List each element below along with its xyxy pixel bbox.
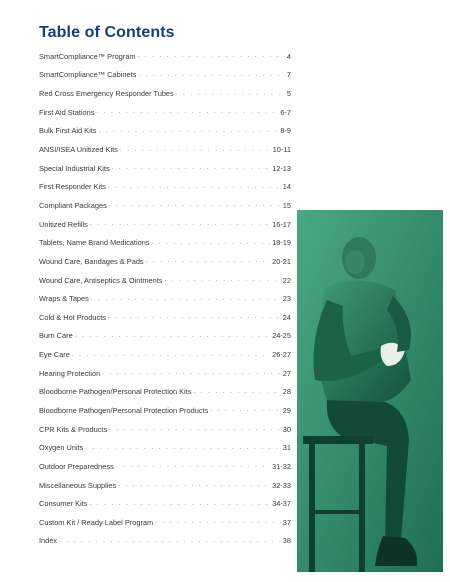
toc-entry-label: Outdoor Preparedness: [39, 461, 114, 471]
dot-leader: [109, 426, 281, 432]
toc-entry-label: First Aid Stations: [39, 107, 95, 117]
dot-leader: [102, 370, 281, 376]
toc-entry-page: 7: [286, 70, 291, 80]
toc-entry[interactable]: [39, 420, 291, 439]
toc-entry[interactable]: [39, 327, 291, 346]
toc-entry[interactable]: [39, 401, 291, 420]
toc-entry[interactable]: [39, 289, 291, 308]
toc-entry-label: Custom Kit / Ready Label Program: [39, 517, 154, 527]
toc-entry-page: 14: [282, 182, 291, 192]
toc-entry-label: Unitized Refills: [39, 219, 88, 229]
dot-leader: [89, 501, 270, 507]
toc-entry-label: Bulk First Aid Kits: [39, 126, 97, 136]
toc-entry[interactable]: [39, 140, 291, 159]
toc-entry[interactable]: [39, 364, 291, 383]
toc-entry-page: 22: [282, 275, 291, 285]
toc-entry-page: 37: [282, 517, 291, 527]
toc-entry-page: 5: [286, 89, 291, 99]
dot-leader: [138, 53, 285, 59]
dot-leader: [193, 389, 280, 395]
toc-entry-label: Wound Care, Bandages & Pads: [39, 256, 144, 266]
toc-entry[interactable]: [39, 159, 291, 178]
dot-leader: [96, 109, 278, 115]
toc-entry-page: 6-7: [280, 107, 291, 117]
dot-leader: [91, 296, 281, 302]
toc-entry[interactable]: [39, 513, 291, 532]
toc-entry[interactable]: [39, 383, 291, 402]
dot-leader: [210, 407, 280, 413]
toc-entry-page: 23: [282, 294, 291, 304]
toc-entry-label: Burn Care: [39, 331, 73, 341]
toc-entry-page: 31-32: [272, 461, 291, 471]
toc-entry-page: 32-33: [272, 480, 291, 490]
dot-leader: [90, 221, 270, 227]
toc-entry[interactable]: [39, 84, 291, 103]
toc-entry-page: 27: [282, 368, 291, 378]
toc-entry[interactable]: [39, 47, 291, 66]
toc-entry-label: SmartCompliance™ Program: [39, 51, 136, 61]
toc-entry-label: Oxygen Units: [39, 443, 84, 453]
toc-entry-page: 20-21: [272, 256, 291, 266]
dot-leader: [152, 240, 271, 246]
toc-entry-page: 26-27: [272, 350, 291, 360]
dot-leader: [120, 147, 271, 153]
toc-entry[interactable]: [39, 271, 291, 290]
worker-photo: [297, 210, 443, 572]
dot-leader: [75, 333, 270, 339]
toc-entry-page: 30: [282, 424, 291, 434]
dot-leader: [99, 128, 279, 134]
toc-entry-label: Wound Care, Antiseptics & Ointments: [39, 275, 163, 285]
dot-leader: [72, 352, 270, 358]
dot-leader: [108, 184, 281, 190]
toc-entry[interactable]: [39, 66, 291, 85]
toc-entry-page: 29: [282, 405, 291, 415]
toc-entry-label: Index: [39, 536, 58, 546]
page-title: Table of Contents: [39, 24, 175, 41]
toc-entry[interactable]: [39, 103, 291, 122]
toc-entry-label: Consumer Kits: [39, 499, 88, 509]
toc-entry-page: 24-25: [272, 331, 291, 341]
toc-entry-page: 24: [282, 312, 291, 322]
toc-entry-page: 31: [282, 443, 291, 453]
toc-entry-page: 12-13: [272, 163, 291, 173]
toc-entry[interactable]: [39, 457, 291, 476]
toc-entry[interactable]: [39, 233, 291, 252]
toc-entry[interactable]: [39, 177, 291, 196]
dot-leader: [108, 314, 281, 320]
table-of-contents: [39, 47, 291, 550]
toc-entry-page: 15: [282, 200, 291, 210]
toc-entry[interactable]: [39, 215, 291, 234]
toc-entry-label: Wraps & Tapes: [39, 294, 89, 304]
toc-entry-page: 18-19: [272, 238, 291, 248]
toc-entry[interactable]: [39, 494, 291, 513]
toc-entry[interactable]: [39, 196, 291, 215]
toc-entry[interactable]: [39, 252, 291, 271]
dot-leader: [59, 538, 281, 544]
dot-leader: [116, 463, 270, 469]
toc-entry[interactable]: [39, 122, 291, 141]
toc-entry-page: 8-9: [280, 126, 291, 136]
toc-entry-label: Miscellaneous Supplies: [39, 480, 117, 490]
toc-entry-label: Bloodborne Pathogen/Personal Protection Products: [39, 405, 209, 415]
toc-entry-label: ANSI/ISEA Unitized Kits: [39, 145, 118, 155]
toc-entry-label: Bloodborne Pathogen/Personal Protection Kits: [39, 387, 192, 397]
dot-leader: [118, 482, 270, 488]
toc-entry[interactable]: [39, 532, 291, 551]
toc-entry-page: 38: [282, 536, 291, 546]
dot-leader: [109, 202, 281, 208]
dot-leader: [165, 277, 281, 283]
dot-leader: [112, 165, 270, 171]
toc-entry-label: First Responder Kits: [39, 182, 106, 192]
dot-leader: [176, 91, 285, 97]
toc-entry-label: CPR Kits & Products: [39, 424, 108, 434]
toc-entry-label: Red Cross Emergency Responder Tubes: [39, 89, 174, 99]
toc-entry-label: SmartCompliance™ Cabinets: [39, 70, 137, 80]
toc-entry[interactable]: [39, 476, 291, 495]
toc-entry-label: Special Industrial Kits: [39, 163, 110, 173]
toc-entry-page: 10-11: [272, 145, 291, 155]
toc-entry-label: Eye Care: [39, 350, 70, 360]
toc-entry-label: Compliant Packages: [39, 200, 107, 210]
toc-entry-label: Cold & Hot Products: [39, 312, 106, 322]
dot-leader: [155, 519, 281, 525]
toc-entry[interactable]: [39, 345, 291, 364]
dot-leader: [146, 258, 270, 264]
toc-entry-page: 16-17: [272, 219, 291, 229]
toc-entry-page: 34-37: [272, 499, 291, 509]
toc-entry-page: 28: [282, 387, 291, 397]
dot-leader: [138, 72, 285, 78]
toc-entry-label: Hearing Protection: [39, 368, 101, 378]
toc-entry-label: Tablets, Name Brand Medications: [39, 238, 150, 248]
toc-entry[interactable]: [39, 438, 291, 457]
toc-entry-page: 4: [286, 51, 291, 61]
toc-entry[interactable]: [39, 308, 291, 327]
dot-leader: [85, 445, 280, 451]
